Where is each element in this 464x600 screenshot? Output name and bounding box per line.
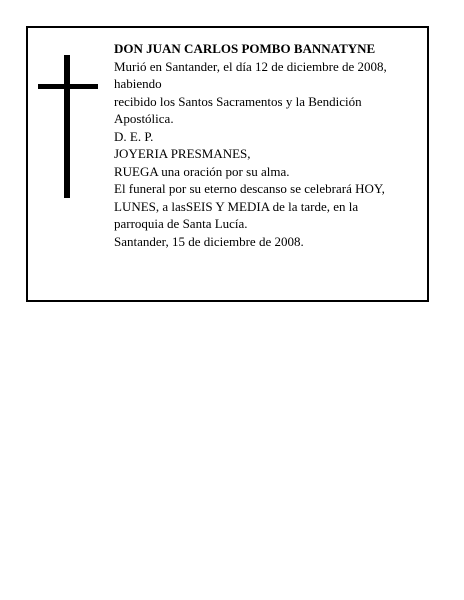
requester-name: JOYERIA PRESMANES,	[114, 146, 251, 161]
cross-vertical-bar	[64, 55, 70, 198]
notice-text	[114, 40, 414, 250]
death-statement-line-1: Murió en Santander, el día 12 de diciembre de 2008,	[114, 58, 387, 74]
prayer-request: RUEGA una oración por su alma.	[114, 163, 290, 179]
death-statement-line-2: habiendo	[114, 76, 162, 91]
death-statement-line-4: Apostólica.	[114, 111, 174, 126]
deceased-name: DON JUAN CARLOS POMBO BANNATYNE	[114, 41, 376, 56]
cross-horizontal-bar	[38, 84, 98, 89]
place-and-date: Santander, 15 de diciembre de 2008.	[114, 233, 304, 249]
rest-in-peace: D. E. P.	[114, 128, 154, 144]
obituary-notice	[26, 26, 429, 302]
death-statement-line-3: recibido los Santos Sacramentos y la Bendición	[114, 93, 362, 109]
funeral-info-line-3: parroquia de Santa Lucía.	[114, 216, 248, 231]
funeral-info-line-2: LUNES, a lasSEIS Y MEDIA de la tarde, en la	[114, 198, 359, 214]
funeral-info-line-1: El funeral por su eterno descanso se celebrará HOY,	[114, 181, 385, 196]
